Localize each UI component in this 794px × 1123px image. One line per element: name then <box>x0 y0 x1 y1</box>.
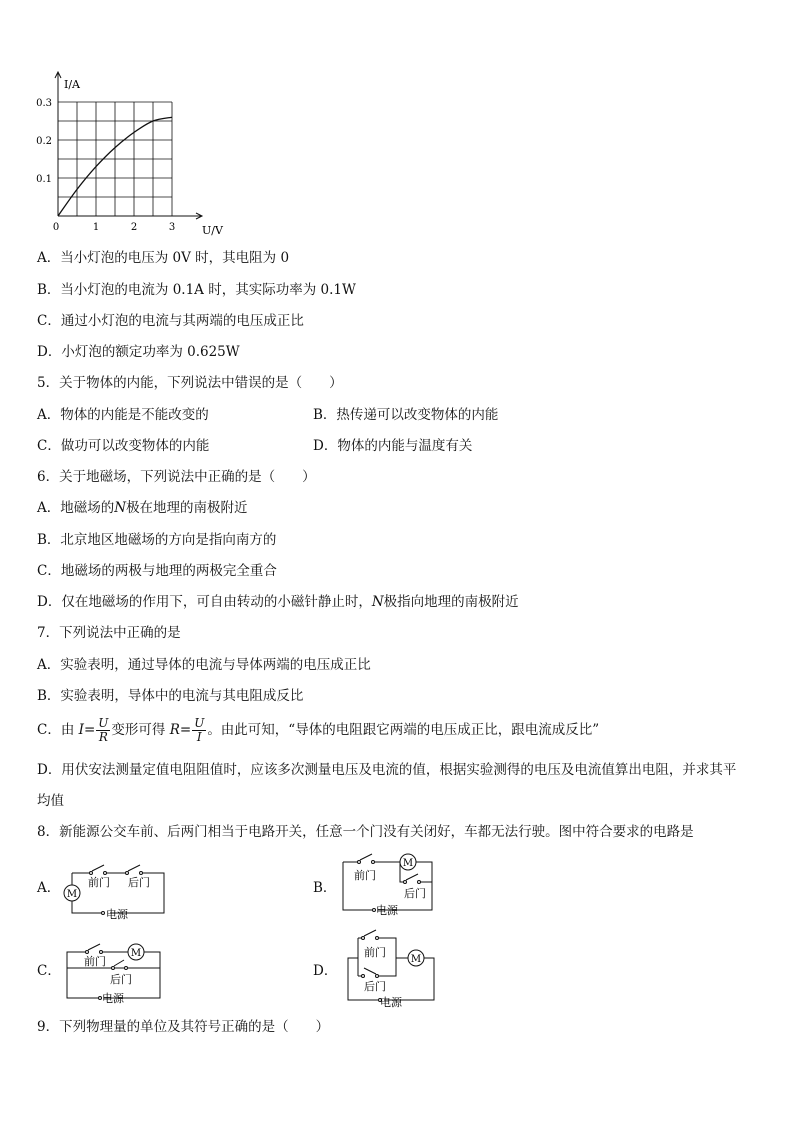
q6-option-d <box>37 593 519 611</box>
back-door-label: 后门 <box>110 973 132 986</box>
q7-c-pre: C．由 <box>37 722 79 738</box>
y-axis <box>55 72 61 216</box>
q4-option-b: B．当小灯泡的电流为 0.1A 时，其实际功率为 0.1W <box>37 282 356 298</box>
y-axis-label: I/A <box>64 78 80 91</box>
q8-label-b: B． <box>313 880 337 896</box>
q4-option-d: D．小灯泡的额定功率为 0.625W <box>37 344 240 360</box>
front-door-label: 前门 <box>354 869 376 882</box>
q7-c-frac2-den: I <box>196 730 202 744</box>
q7-c-eq2: = <box>179 722 192 738</box>
x-tick-label: 0 <box>52 222 60 233</box>
q6-a-n: N <box>114 500 127 516</box>
q7-c-fraction-u-over-r <box>96 717 110 744</box>
y-tick-label: 0.1 <box>36 174 52 185</box>
front-door-label: 前门 <box>84 955 106 968</box>
y-tick-label: 0.2 <box>36 136 52 147</box>
motor-label: M <box>410 954 422 965</box>
q8-stem: 8．新能源公交车前、后两门相当于电路开关，任意一个门没有关闭好，车都无法行驶。图中符合要求的电路是 <box>37 824 694 840</box>
circuit-b <box>338 852 438 918</box>
y-tick-label: 0.3 <box>36 98 52 109</box>
q7-c-fraction-u-over-i <box>192 717 206 744</box>
x-axis <box>58 213 202 219</box>
q8-label-d: D． <box>313 963 338 979</box>
q7-stem: 7．下列说法中正确的是 <box>37 625 181 641</box>
motor-label: M <box>130 948 142 959</box>
q5-option-d: D．物体的内能与温度有关 <box>313 438 473 454</box>
q6-d-text-post: 极指向地理的南极附近 <box>383 594 519 610</box>
motor-label: M <box>66 889 78 900</box>
motor-label: M <box>402 858 414 869</box>
q6-a-text-pre: A．地磁场的 <box>37 500 115 516</box>
q8-label-a: A． <box>37 880 61 896</box>
q6-stem: 6．关于地磁场，下列说法中正确的是（ ） <box>37 469 316 485</box>
x-tick-label: 2 <box>130 222 138 233</box>
q7-option-b: B．实验表明，导体中的电流与其电阻成反比 <box>37 688 304 704</box>
q7-option-c <box>37 713 599 747</box>
q7-c-r: R <box>169 722 180 738</box>
q6-a-text-post: 极在地理的南极附近 <box>126 500 248 516</box>
q5-option-a: A．物体的内能是不能改变的 <box>37 407 209 423</box>
q5-stem: 5．关于物体的内能，下列说法中错误的是（ ） <box>37 375 343 391</box>
q7-c-frac1-num: U <box>98 716 109 730</box>
power-label: 电源 <box>106 908 128 921</box>
circuit-c <box>62 938 168 1006</box>
q6-d-text-pre: D．仅在地磁场的作用下，可自由转动的小磁针静止时， <box>37 594 372 610</box>
graph-ticks <box>36 98 175 233</box>
circuit-d <box>340 930 440 1008</box>
x-tick-label: 3 <box>168 222 176 233</box>
q5-option-c: C．做功可以改变物体的内能 <box>37 438 210 454</box>
q7-c-mid: 变形可得 <box>111 722 170 738</box>
back-door-label: 后门 <box>128 876 150 889</box>
power-label: 电源 <box>380 996 402 1009</box>
x-axis-label: U/V <box>202 224 223 237</box>
q7-c-post: 。由此可知，“导体的电阻跟它两端的电压成正比，跟电流成反比” <box>207 722 600 738</box>
q7-option-a: A．实验表明，通过导体的电流与导体两端的电压成正比 <box>37 657 371 673</box>
power-label: 电源 <box>376 904 398 917</box>
front-door-label: 前门 <box>364 946 386 959</box>
graph-grid <box>58 102 172 216</box>
q7-c-eq1: = <box>83 722 96 738</box>
q6-option-b: B．北京地区地磁场的方向是指向南方的 <box>37 532 277 548</box>
x-tick-label: 1 <box>92 222 100 233</box>
q7-c-i: I <box>78 722 84 738</box>
q9-stem: 9．下列物理量的单位及其符号正确的是（ ） <box>37 1019 330 1035</box>
q6-option-c: C．地磁场的两极与地理的两极完全重合 <box>37 563 277 579</box>
back-door-label: 后门 <box>364 980 386 993</box>
q5-option-b: B．热传递可以改变物体的内能 <box>313 407 499 423</box>
q7-option-d-line2: 均值 <box>37 793 64 809</box>
q7-c-frac2-num: U <box>194 716 205 730</box>
q8-label-c: C． <box>37 963 61 979</box>
q6-option-a <box>37 499 248 517</box>
q6-d-n: N <box>371 594 384 610</box>
front-door-label: 前门 <box>88 876 110 889</box>
back-door-label: 后门 <box>404 887 426 900</box>
power-label: 电源 <box>102 992 124 1005</box>
circuit-a <box>56 858 196 922</box>
q4-option-a: A．当小灯泡的电压为 0V 时，其电阻为 0 <box>37 250 290 266</box>
q7-c-frac1-den: R <box>98 730 108 744</box>
iu-graph <box>30 72 223 242</box>
q4-option-c: C．通过小灯泡的电流与其两端的电压成正比 <box>37 313 304 329</box>
q7-option-d-line1: D．用伏安法测量定值电阻阻值时，应该多次测量电压及电流的值，根据实验测得的电压及电流值算出电阻，并求其平 <box>37 762 737 778</box>
